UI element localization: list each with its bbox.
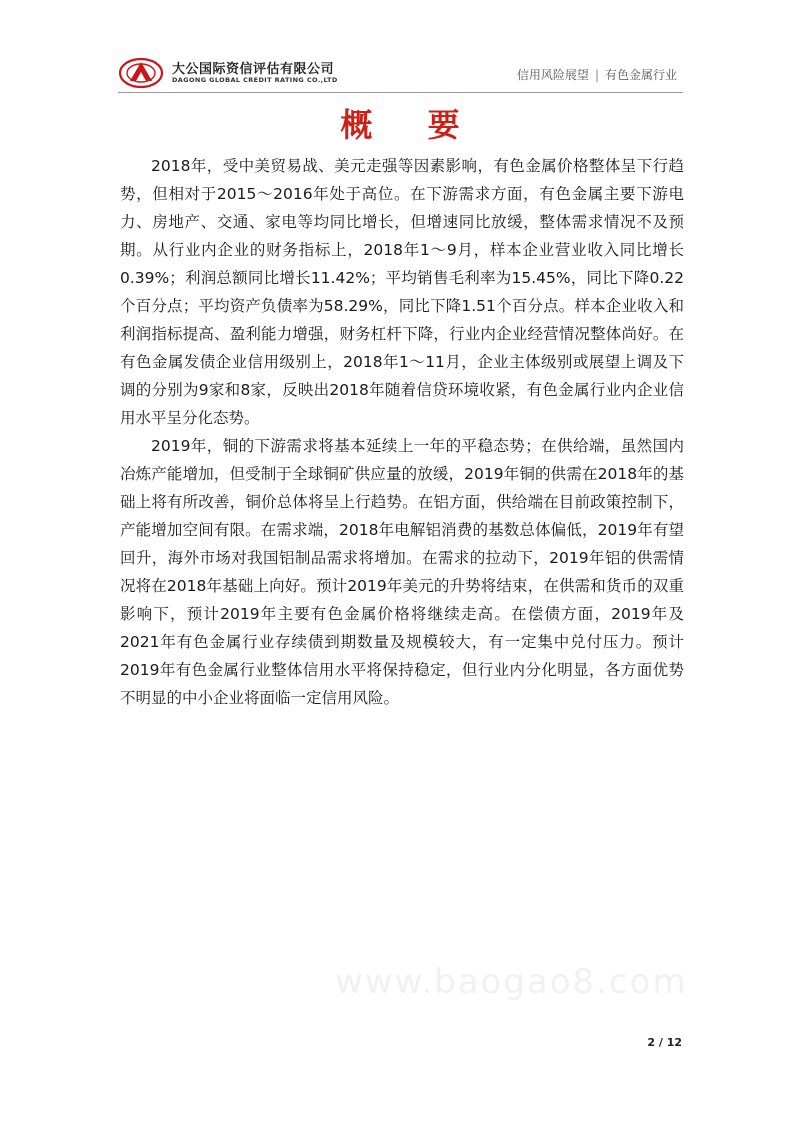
industry-name: 有色金属行业 (604, 68, 677, 82)
page-header (118, 56, 683, 90)
header-separator: | (594, 68, 599, 82)
dagong-logo-icon (118, 56, 164, 90)
summary-paragraph-1: 2018年，受中美贸易战、美元走强等因素影响，有色金属价格整体呈下行趋势，但相对于2015～2016年处于高位。在下游需求方面，有色金属主要下游电力、房地产、交通、家电等均同比增长，但增速同比放缓，整体需求情况不及预期。从行业内企业的财务指标上，2018年1～9月，样本企业营业收入同比增长0.39%；利润总额同比增长11.42%；平均销售毛利率为15.45%，同比下降0.22个百分点；平均资产负债率为58.29%，同比下降1.51个百分点。样本企业收入和利润指标提高、盈利能力增强，财务杠杆下降，行业内企业经营情况整体尚好。在有色金属发债企业信用级别上，2018年1～11月，企业主体级别或展望上调及下调的分别为9家和8家，反映出2018年随着信贷环境收紧，有色金属行业内企业信用水平呈分化态势。 (120, 157, 684, 427)
company-name-en: DAGONG GLOBAL CREDIT RATING CO.,LTD (172, 76, 338, 84)
company-name-cn: 大公国际资信评估有限公司 (172, 62, 335, 77)
report-type: 信用风险展望 (516, 68, 589, 82)
summary-body (120, 152, 684, 712)
header-divider (118, 92, 683, 93)
watermark: www.baogao8.com (335, 962, 688, 1002)
page-number: 2 / 12 (647, 1036, 682, 1049)
summary-paragraph-2: 2019年，铜的下游需求将基本延续上一年的平稳态势；在供给端，虽然国内冶炼产能增加，但受制于全球铜矿供应量的放缓，2019年铜的供需在2018年的基础上将有所改善，铜价总体将呈上行趋势。在铝方面，供给端在目前政策控制下，产能增加空间有限。在需求端，2018年电解铝消费的基数总体偏低，2019年有望回升，海外市场对我国铝制品需求将增加。在需求的拉动下，2019年铝的供需情况将在2018年基础上向好。预计2019年美元的升势将结束，在供需和货币的双重影响下，预计2019年主要有色金属价格将继续走高。在偿债方面，2019年及2021年有色金属行业存续债到期数量及规模较大，有一定集中兑付压力。预计2019年有色金属行业整体信用水平将保持稳定，但行业内分化明显，各方面优势不明显的中小企业将面临一定信用风险。 (120, 437, 684, 707)
page-title: 概 要 (340, 106, 482, 144)
report-category (517, 66, 677, 83)
